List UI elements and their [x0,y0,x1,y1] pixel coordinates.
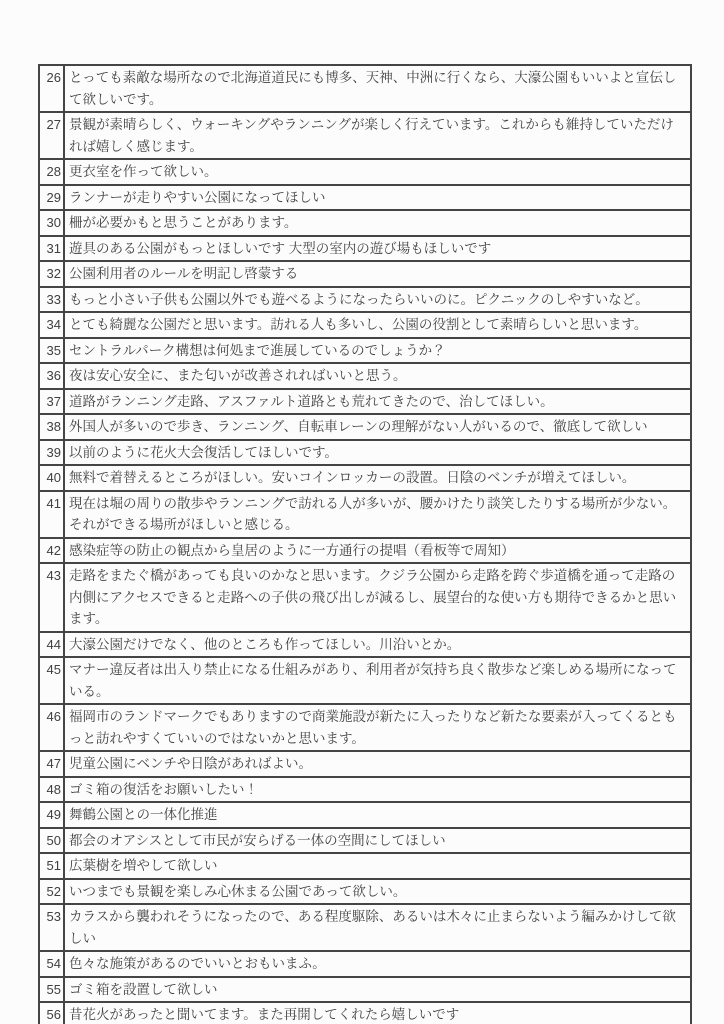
table-row [39,1002,691,1024]
comments-table-body [39,65,691,1024]
row-comment: 色々な施策があるのでいいとおもいまふ。 [64,951,691,977]
row-comment: もっと小さい子供も公園以外でも遊べるようになったらいいのに。ピクニックのしやすいなど。 [64,287,691,313]
table-row [39,563,691,632]
row-number: 45 [39,657,64,704]
row-comment: カラスから襲われそうになったので、ある程度駆除、あるいは木々に止まらないよう編みかけして欲しい [64,904,691,951]
row-number: 31 [39,236,64,262]
row-comment: 走路をまたぐ橋があっても良いのかなと思います。クジラ公園から走路を跨ぐ歩道橋を通って走路の内側にアクセスできると走路への子供の飛び出しが減るし、展望台的な使い方も期待できるかと思います。 [64,563,691,632]
row-comment: 現在は堀の周りの散歩やランニングで訪れる人が多いが、腰かけたり談笑したりする場所が少ない。それができる場所がほしいと感じる。 [64,491,691,538]
table-row [39,704,691,751]
table-row [39,491,691,538]
row-number: 52 [39,879,64,905]
row-comment: とっても素敵な場所なので北海道道民にも博多、天神、中洲に行くなら、大濠公園もいいよと宣伝して欲しいです。 [64,65,691,112]
row-comment: 昔花火があったと聞いてます。また再開してくれたら嬉しいです [64,1002,691,1024]
table-row [39,538,691,564]
table-row [39,751,691,777]
row-comment: 以前のように花火大会復活してほしいです。 [64,440,691,466]
table-row [39,977,691,1003]
row-comment: 都会のオアシスとして市民が安らげる一体の空間にしてほしい [64,828,691,854]
row-comment: 感染症等の防止の観点から皇居のように一方通行の提唱（看板等で周知） [64,538,691,564]
table-row [39,828,691,854]
row-comment: 無料で着替えるところがほしい。安いコインロッカーの設置。日陰のベンチが増えてほしい。 [64,465,691,491]
row-comment: セントラルパーク構想は何処まで進展しているのでしょうか？ [64,338,691,364]
row-comment: 大濠公園だけでなく、他のところも作ってほしい。川沿いとか。 [64,632,691,658]
row-number: 36 [39,363,64,389]
table-row [39,338,691,364]
row-number: 30 [39,210,64,236]
table-row [39,287,691,313]
table-row [39,440,691,466]
table-row [39,389,691,415]
table-row [39,185,691,211]
row-comment: 舞鶴公園との一体化推進 [64,802,691,828]
row-number: 35 [39,338,64,364]
table-row [39,112,691,159]
table-row [39,879,691,905]
table-row [39,210,691,236]
row-number: 27 [39,112,64,159]
row-number: 38 [39,414,64,440]
row-comment: 公園利用者のルールを明記し啓蒙する [64,261,691,287]
row-number: 40 [39,465,64,491]
table-row [39,853,691,879]
comments-table [38,64,692,1024]
row-number: 46 [39,704,64,751]
table-row [39,414,691,440]
table-row [39,65,691,112]
row-number: 55 [39,977,64,1003]
row-number: 37 [39,389,64,415]
table-row [39,657,691,704]
row-number: 33 [39,287,64,313]
row-number: 56 [39,1002,64,1024]
row-comment: 柵が必要かもと思うことがあります。 [64,210,691,236]
row-comment: ゴミ箱を設置して欲しい [64,977,691,1003]
row-number: 28 [39,159,64,185]
row-number: 42 [39,538,64,564]
table-row [39,777,691,803]
table-row [39,802,691,828]
row-comment: いつまでも景観を楽しみ心休まる公園であって欲しい。 [64,879,691,905]
row-number: 54 [39,951,64,977]
row-number: 51 [39,853,64,879]
row-comment: ゴミ箱の復活をお願いしたい！ [64,777,691,803]
table-row [39,951,691,977]
row-comment: 児童公園にベンチや日陰があればよい。 [64,751,691,777]
table-row [39,632,691,658]
row-comment: マナー違反者は出入り禁止になる仕組みがあり、利用者が気持ち良く散歩など楽しめる場所になっている。 [64,657,691,704]
row-comment: 広葉樹を増やして欲しい [64,853,691,879]
row-comment: 遊具のある公園がもっとほしいです 大型の室内の遊び場もほしいです [64,236,691,262]
row-comment: 更衣室を作って欲しい。 [64,159,691,185]
table-row [39,904,691,951]
row-number: 49 [39,802,64,828]
row-comment: 道路がランニング走路、アスファルト道路とも荒れてきたので、治してほしい。 [64,389,691,415]
row-comment: とても綺麗な公園だと思います。訪れる人も多いし、公園の役割として素晴らしいと思います。 [64,312,691,338]
row-number: 34 [39,312,64,338]
row-comment: 外国人が多いので歩き、ランニング、自転車レーンの理解がない人がいるので、徹底して欲しい [64,414,691,440]
row-number: 32 [39,261,64,287]
row-comment: 福岡市のランドマークでもありますので商業施設が新たに入ったりなど新たな要素が入ってくるともっと訪れやすくていいのではないかと思います。 [64,704,691,751]
row-number: 48 [39,777,64,803]
table-row [39,236,691,262]
table-row [39,363,691,389]
row-number: 44 [39,632,64,658]
row-number: 53 [39,904,64,951]
row-number: 41 [39,491,64,538]
row-comment: 景観が素晴らしく、ウォーキングやランニングが楽しく行えています。これからも維持していただければ嬉しく感じます。 [64,112,691,159]
table-row [39,159,691,185]
table-row [39,261,691,287]
row-number: 39 [39,440,64,466]
row-number: 43 [39,563,64,632]
row-comment: ランナーが走りやすい公園になってほしい [64,185,691,211]
table-row [39,465,691,491]
row-number: 29 [39,185,64,211]
row-number: 50 [39,828,64,854]
row-comment: 夜は安心安全に、また匂いが改善されればいいと思う。 [64,363,691,389]
row-number: 47 [39,751,64,777]
row-number: 26 [39,65,64,112]
table-row [39,312,691,338]
